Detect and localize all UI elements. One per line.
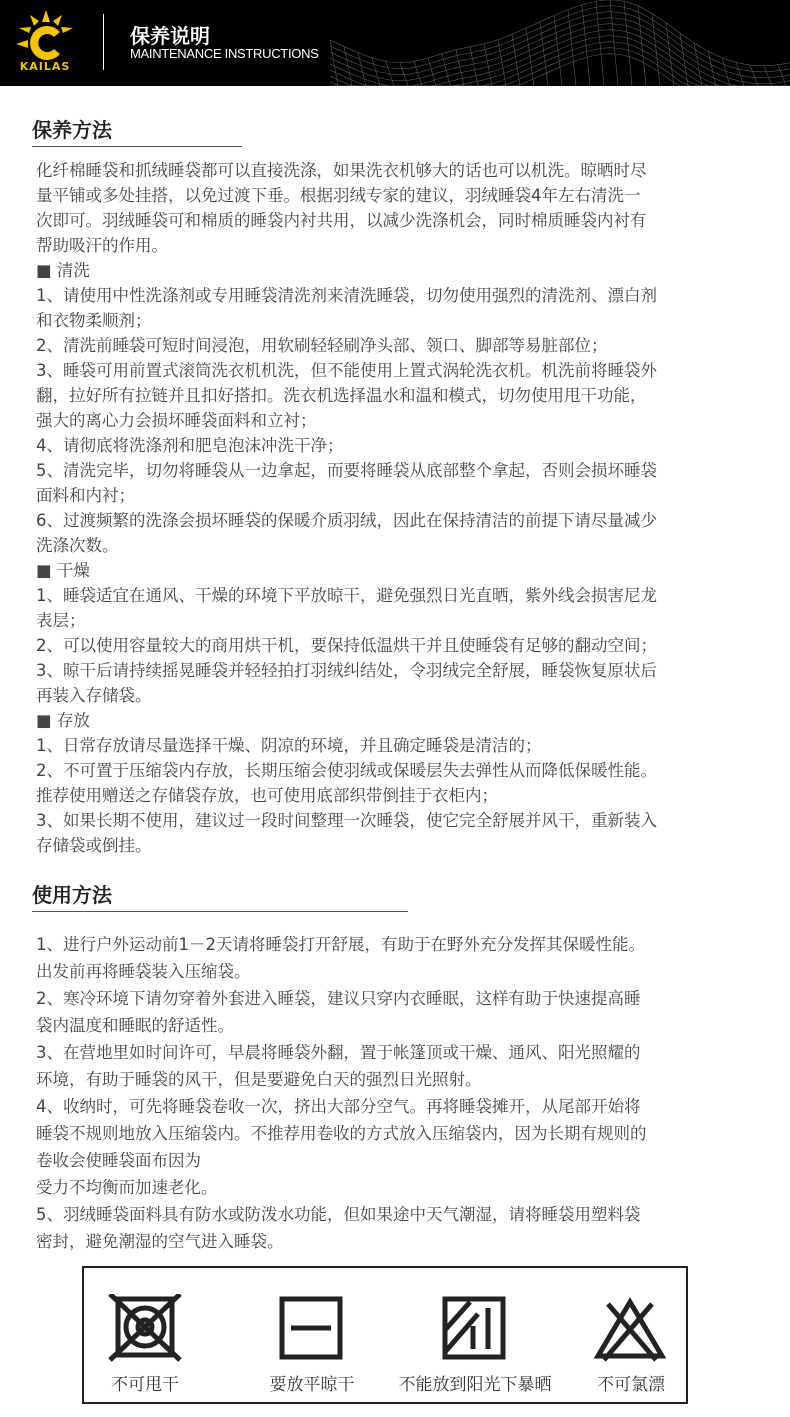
brand-name: KAILAS	[19, 60, 71, 73]
header-divider	[103, 14, 104, 70]
section-underline	[32, 146, 242, 147]
text-line: 次即可。羽绒睡袋可和棉质的睡袋内衬共用，以减少洗涤机会，同时棉质睡袋内衬有	[36, 211, 647, 230]
care-symbols-panel	[82, 1266, 688, 1404]
text-line: ■ 存放	[36, 711, 90, 730]
text-line: 化纤棉睡袋和抓绒睡袋都可以直接洗涤，如果洗衣机够大的话也可以机洗。晾晒时尽	[36, 161, 647, 180]
text-line: 洗涤次数。	[36, 536, 119, 555]
text-line: ■ 干燥	[36, 561, 90, 580]
care-label: 不能放到阳光下暴晒	[398, 1375, 552, 1395]
text-line: 4、收纳时，可先将睡袋卷收一次，挤出大部分空气。再将睡袋摊开，从尾部开始将	[36, 1097, 641, 1116]
text-line: 3、如果长期不使用，建议过一段时间整理一次睡袋，使它完全舒展并风干，重新装入	[36, 811, 657, 830]
text-line: 存储袋或倒挂。	[36, 836, 152, 855]
header-subtitle: MAINTENANCE INSTRUCTIONS	[130, 46, 319, 61]
text-line: 2、寒冷环境下请勿穿着外套进入睡袋，建议只穿内衣睡眠，这样有助于快速提高睡	[36, 989, 641, 1008]
no-tumble-dry-icon	[102, 1294, 188, 1364]
text-line: 密封，避免潮湿的空气进入睡袋。	[36, 1232, 284, 1251]
text-line: 推荐使用赠送之存储袋存放，也可使用底部织带倒挂于衣柜内；	[36, 786, 498, 805]
dry-flat-icon	[277, 1294, 347, 1364]
text-line: 1、睡袋适宜在通风、干燥的环境下平放晾干，避免强烈日光直晒，紫外线会损害尼龙	[36, 586, 657, 605]
text-line: 1、日常存放请尽量选择干燥、阴凉的环境，并且确定睡袋是清洁的；	[36, 736, 542, 755]
text-line: 3、在营地里如时间许可，早晨将睡袋外翻，置于帐篷顶或干燥、通风、阳光照耀的	[36, 1043, 641, 1062]
care-label: 不可甩干	[111, 1375, 179, 1395]
text-line: 卷收会使睡袋面布因为	[36, 1151, 201, 1170]
care-symbol-item	[90, 1268, 200, 1406]
text-line: 2、不可置于压缩袋内存放，长期压缩会使羽绒或保暖层失去弹性从而降低保暖性能。	[36, 761, 657, 780]
text-line: 5、羽绒睡袋面料具有防水或防泼水功能，但如果途中天气潮湿，请将睡袋用塑料袋	[36, 1205, 641, 1224]
text-line: 受力不均衡而加速老化。	[36, 1178, 218, 1197]
text-line: 帮助吸汗的作用。	[36, 236, 168, 255]
text-line: 1、进行户外运动前1－2天请将睡袋打开舒展，有助于在野外充分发挥其保暖性能。	[36, 935, 645, 954]
text-line: 表层；	[36, 611, 86, 630]
section-title-usage: 使用方法	[32, 883, 112, 907]
text-line: 4、请彻底将洗涤剂和肥皂泡沫冲洗干净；	[36, 436, 344, 455]
usage-text-block	[36, 931, 647, 1255]
text-line: 6、过渡频繁的洗涤会损坏睡袋的保暖介质羽绒，因此在保持清洁的前提下请尽量减少	[36, 511, 657, 530]
text-line: 睡袋不规则地放入压缩袋内。不推荐用卷收的方式放入压缩袋内，因为长期有规则的	[36, 1124, 647, 1143]
text-line: 2、可以使用容量较大的商用烘干机，要保持低温烘干并且使睡袋有足够的翻动空间；	[36, 636, 657, 655]
text-line: 和衣物柔顺剂；	[36, 311, 152, 330]
care-symbol-item	[576, 1268, 686, 1406]
care-label: 要放平晾干	[269, 1375, 355, 1395]
text-line: 袋内温度和睡眠的舒适性。	[36, 1016, 234, 1035]
text-line: 5、清洗完毕，切勿将睡袋从一边拿起，而要将睡袋从底部整个拿起，否则会损坏睡袋	[36, 461, 657, 480]
section-title-maintenance: 保养方法	[32, 118, 112, 142]
text-line: 强大的离心力会损坏睡袋面料和立衬；	[36, 411, 317, 430]
header-title: 保养说明	[130, 24, 210, 48]
section-underline	[32, 911, 408, 912]
care-label: 不可氯漂	[597, 1375, 665, 1395]
text-line: 再装入存储袋。	[36, 686, 152, 705]
text-line: 1、请使用中性洗涤剂或专用睡袋清洗剂来清洗睡袋，切勿使用强烈的清洗剂、漂白剂	[36, 286, 657, 305]
header-banner	[0, 0, 790, 86]
text-line: 出发前再将睡袋装入压缩袋。	[36, 962, 251, 981]
text-line: 3、睡袋可用前置式滚筒洗衣机机洗，但不能使用上置式涡轮洗衣机。机洗前将睡袋外	[36, 361, 657, 380]
text-line: ■ 清洗	[36, 261, 90, 280]
maintenance-text-block	[36, 158, 657, 858]
text-line: 3、晾干后请持续摇晃睡袋并轻轻拍打羽绒纠结处，令羽绒完全舒展，睡袋恢复原状后	[36, 661, 657, 680]
care-symbol-item	[252, 1268, 372, 1406]
text-line: 面料和内衬；	[36, 486, 135, 505]
mountain-mesh-graphic	[330, 0, 790, 86]
text-line: 翻，拉好所有拉链并且扣好搭扣。洗衣机选择温水和温和模式，切勿使用甩干功能，	[36, 386, 647, 405]
dry-in-shade-icon	[440, 1294, 510, 1364]
no-bleach-icon	[590, 1294, 670, 1364]
text-line: 2、清洗前睡袋可短时间浸泡，用软刷轻轻刷净头部、领口、脚部等易脏部位；	[36, 336, 608, 355]
text-line: 量平铺或多处挂搭，以免过渡下垂。根据羽绒专家的建议，羽绒睡袋4年左右清洗一	[36, 186, 641, 205]
care-symbol-item	[380, 1268, 570, 1406]
text-line: 环境，有助于睡袋的风干，但是要避免白天的强烈日光照射。	[36, 1070, 482, 1089]
